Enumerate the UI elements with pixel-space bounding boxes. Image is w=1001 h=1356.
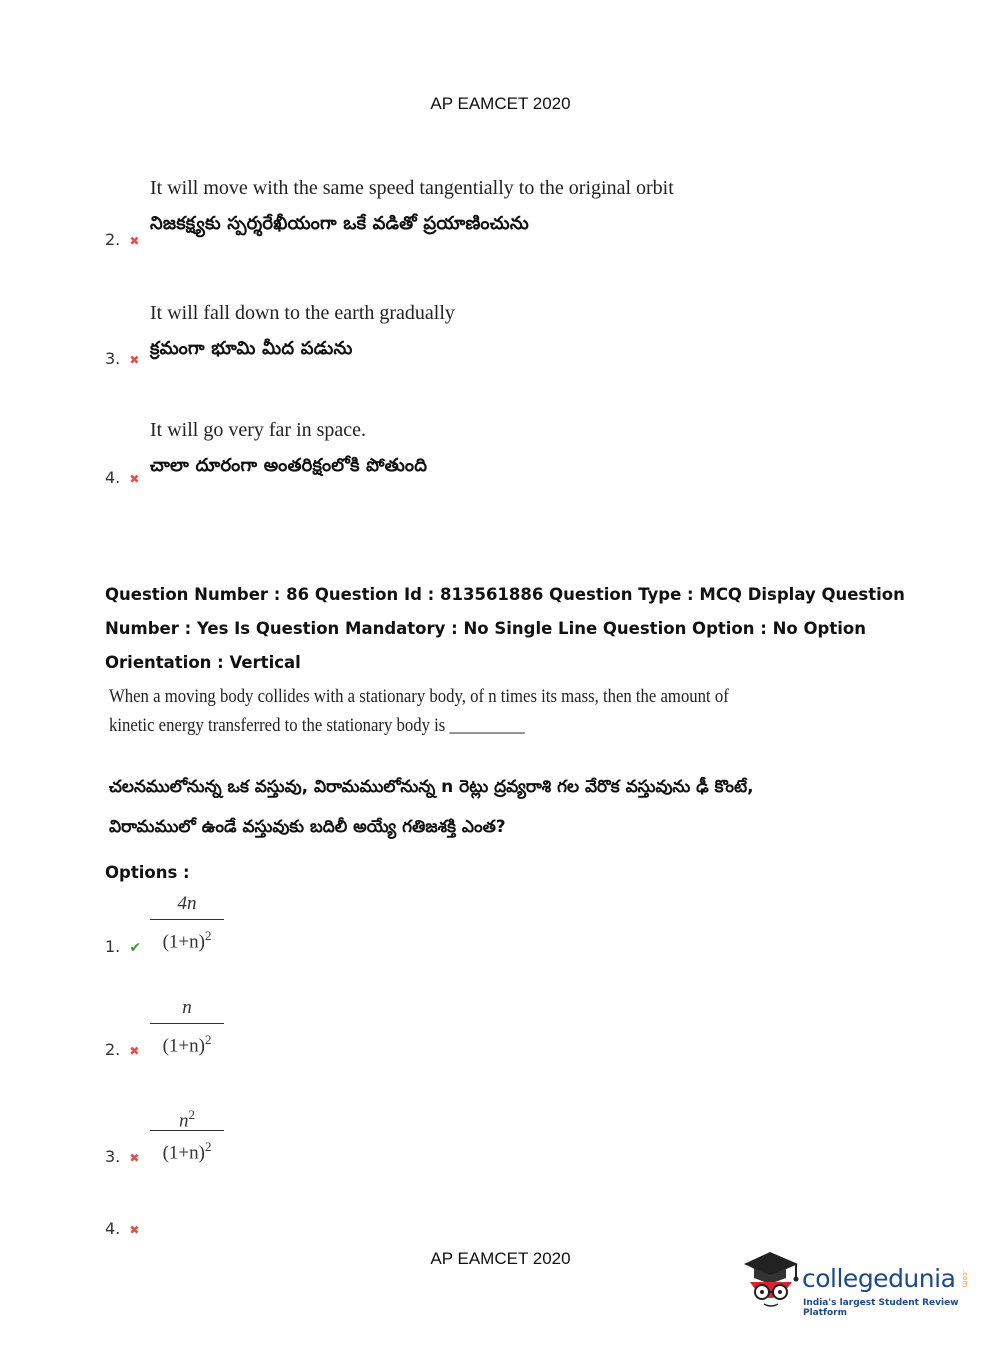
wrong-mark-icon: ✖: [129, 353, 140, 367]
question-te-line-1: చలనములోనున్న ఒక వస్తువు, విరామములోనున్న n రెట్లు ద్రవ్యరాశి గల వేరొక వస్తువును ఢీ కొంటే,: [109, 777, 754, 797]
prev-option-4-number: [105, 468, 139, 487]
prev-option-2-en: It will move with the same speed tangentially to the original orbit: [150, 177, 674, 199]
question-en-line-2: kinetic energy transferred to the stationary body is _________: [109, 715, 525, 736]
fraction-bar: [150, 1023, 224, 1024]
logo-wordmark: collegedunia: [802, 1264, 956, 1293]
page-footer-title: AP EAMCET 2020: [430, 1249, 571, 1268]
prev-option-4-en: It will go very far in space.: [150, 419, 367, 441]
prev-option-2-number: [105, 230, 139, 249]
question-meta-line-3: Orientation : Vertical: [105, 653, 301, 672]
question-en-line-1: When a moving body collides with a stationary body, of n times its mass, then the amount of: [109, 686, 729, 707]
question-meta-line-1: Question Number : 86 Question Id : 813561886 Question Type : MCQ Display Question: [105, 585, 905, 604]
wrong-mark-icon: ✖: [129, 472, 140, 486]
prev-option-3-en: It will fall down to the earth gradually: [150, 302, 455, 324]
option-number: 4.: [105, 1219, 121, 1238]
logo-domain-suffix: .com: [961, 1270, 969, 1288]
fraction-numerator: $n^2$: [179, 1107, 195, 1132]
option-number: 3.: [105, 1147, 121, 1166]
option-1-fraction: [150, 891, 224, 954]
option-number: 2.: [105, 1040, 121, 1059]
fraction-denominator: $(1+n)^2$: [162, 1139, 212, 1164]
wrong-mark-icon: ✖: [129, 1151, 140, 1165]
option-number: 3.: [105, 349, 121, 368]
fraction-denominator: $(1+n)^2$: [162, 1032, 212, 1057]
option-3-number: [105, 1147, 139, 1166]
option-3-fraction: [150, 1102, 224, 1165]
option-1-number: [105, 937, 141, 956]
option-number: 2.: [105, 230, 121, 249]
fraction-numerator: 4n: [177, 893, 197, 914]
prev-option-3-te: క్రమంగా భూమి మీద పడును: [150, 338, 353, 359]
correct-check-icon: ✔: [129, 940, 142, 956]
wrong-mark-icon: ✖: [129, 234, 140, 248]
question-meta-line-2: Number : Yes Is Question Mandatory : No Single Line Question Option : No Option: [105, 619, 866, 638]
option-number: 4.: [105, 468, 121, 487]
fraction-numerator: n: [182, 997, 192, 1018]
options-label: Options :: [105, 863, 190, 882]
option-4-number: [105, 1219, 139, 1238]
option-2-fraction: [150, 995, 224, 1058]
prev-option-2-te: నిజకక్ష్యకు స్పర్శరేఖీయంగా ఒకే వడితో ప్రయాణించును: [150, 213, 529, 234]
collegedunia-logo: [740, 1248, 980, 1318]
prev-option-3-number: [105, 349, 139, 368]
fraction-bar: [150, 919, 224, 920]
option-number: 1.: [105, 937, 121, 956]
option-2-number: [105, 1040, 139, 1059]
logo-tagline: India's largest Student Review Platform: [803, 1298, 959, 1318]
wrong-mark-icon: ✖: [129, 1044, 140, 1058]
question-te-line-2: విరామములో ఉండే వస్తువుకు బదిలీ అయ్యే గతిజశక్తి ఎంత?: [109, 817, 506, 837]
graduate-mascot-icon: [740, 1248, 802, 1314]
prev-option-4-te: చాలా దూరంగా అంతరిక్షంలోకి పోతుంది: [150, 455, 428, 476]
page-header-title: AP EAMCET 2020: [430, 94, 571, 113]
wrong-mark-icon: ✖: [129, 1223, 140, 1237]
fraction-denominator: $(1+n)^2$: [162, 928, 212, 953]
